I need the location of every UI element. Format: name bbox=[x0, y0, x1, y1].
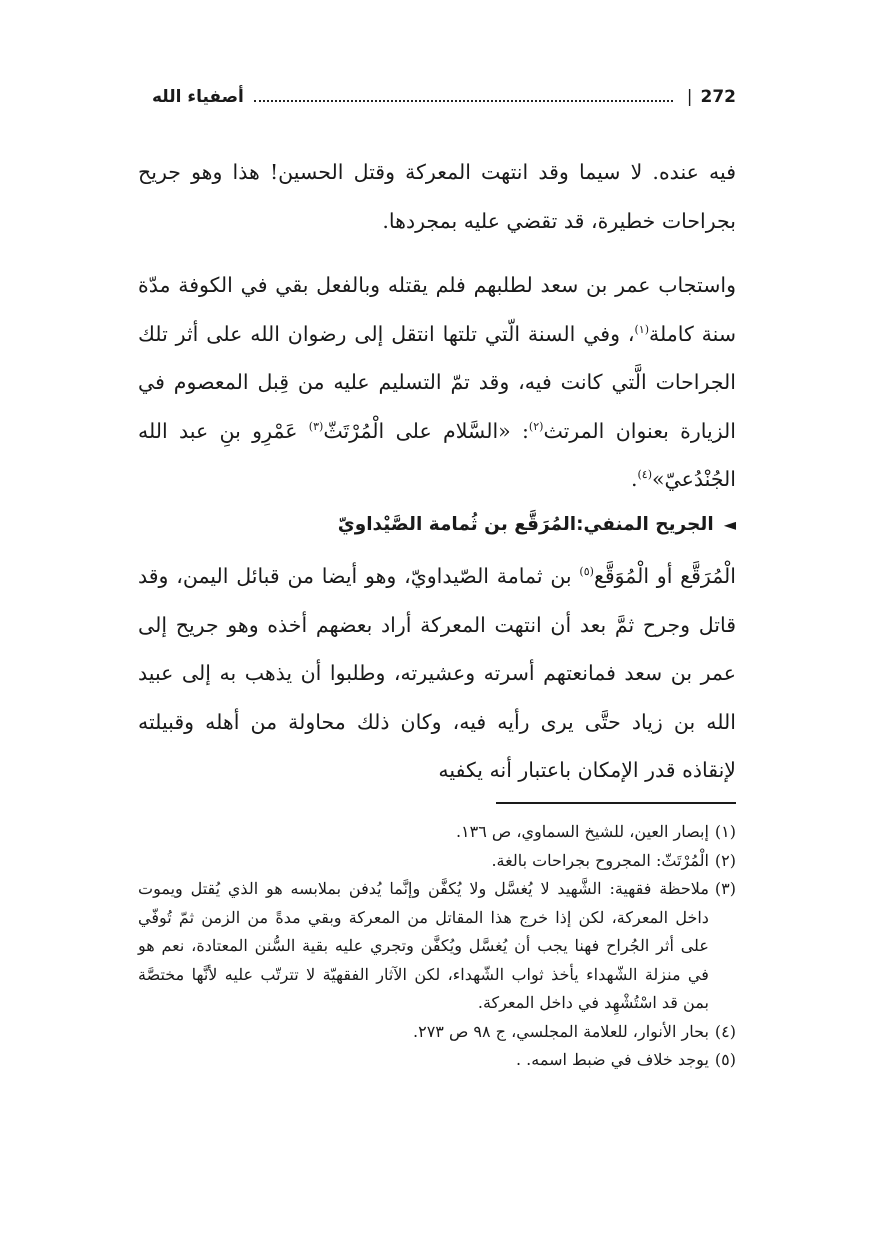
footnote-item bbox=[138, 847, 736, 876]
footnote-text: ملاحظة فقهية: الشَّهيد لا يُغسَّل ولا يُكفَّن وإنَّما يُدفن بملابسه هو الذي يُقتل ويموت داخل المعركة، لكن إذا خرج هذا المقاتل من المعركة وبقي مدةً من الزمن ثمّ تُوفّي على أثر الجُراح فهنا يجب أن يُغسَّل ويُكفَّن وتجري عليه بقية السُّنن المعتادة، نعم هو في منزلة الشّهداء يأخذ ثواب الشّهداء، لكن الآثار الفقهيّة لا تترتّب عليه لأنَّها مختصَّة بمن قد اسْتُشْهِد في داخل المعركة. bbox=[138, 879, 709, 1012]
paragraph-text: عَمْرِو بنِ عبد الله الجُنْدُعيّ» bbox=[138, 418, 736, 491]
paragraph-text: بن ثمامة الصّيداويّ، وهو أيضا من قبائل اليمن، وقد قاتل وجرح ثمَّ بعد أن انتهت المعركة أراد بعضهم أخذه وهو جريح إلى عمر بن سعد فمانعتهم أسرته وعشيرته، وطلبوا أن يذهب به إلى عبيد الله بن زياد حتَّى يرى رأيه فيه، وكان ذلك محاولة من أهله وقبيلته لإنقاذه قدر الإمكان باعتبار أنه يكفيه bbox=[138, 564, 736, 782]
section-heading-name: المُرَقَّع بن ثُمامة الصَّيْداويّ bbox=[337, 513, 577, 535]
footnote-number: (٣) bbox=[714, 879, 736, 898]
section-heading-label: الجريح المنفي: bbox=[576, 513, 714, 535]
footnote-number: (٤) bbox=[714, 1021, 736, 1041]
footnote-number: (٢) bbox=[714, 850, 736, 870]
footnote-number: (٥) bbox=[714, 1050, 736, 1069]
footnote-text: الْمُرْتَثّ: المجروح بجراحات بالغة. bbox=[491, 850, 709, 870]
footnote-item bbox=[138, 818, 736, 847]
triangle-marker-icon: ◄ bbox=[723, 514, 736, 534]
header-separator: | bbox=[686, 87, 693, 107]
page-number: 272 bbox=[700, 87, 736, 107]
footnote-text: إبصار العين، للشيخ السماوي، ص ١٣٦. bbox=[455, 822, 709, 841]
footnote-text: بحار الأنوار، للعلامة المجلسي، ج ٩٨ ص ٢٧٣. bbox=[413, 1021, 709, 1041]
footnote-ref-2: (٢) bbox=[528, 419, 544, 433]
paragraph-text: : «السَّلام على الْمُرْتَثّ bbox=[323, 418, 529, 443]
footnote-item bbox=[138, 1046, 736, 1075]
paragraph-continued: فيه عنده. لا سيما وقد انتهت المعركة وقتل الحسين! هذا وهو جريح بجراحات خطيرة، قد تقضي عليه بمجردها. bbox=[138, 160, 736, 233]
footnote-divider bbox=[496, 802, 736, 804]
footnote-text: يوجد خلاف في ضبط اسمه. . bbox=[516, 1050, 709, 1069]
footnote-ref-1: (١) bbox=[634, 322, 649, 336]
footnote-ref-3: (٣) bbox=[308, 419, 324, 433]
book-title: أصفياء الله bbox=[152, 87, 244, 107]
footnotes bbox=[138, 818, 736, 1075]
paragraph-text: . bbox=[630, 467, 638, 491]
footnote-ref-4: (٤) bbox=[637, 468, 653, 482]
paragraph-text: ، وفي السنة الّتي تلتها انتقل إلى رضوان الله على أثر تلك الجراحات الَّتي كانت فيه، وقد تمّ التسليم عليه من قِبل المعصوم في الزيارة بعنوان المرتث bbox=[138, 321, 736, 443]
footnote-item bbox=[138, 875, 736, 1018]
footnote-ref-5: (٥) bbox=[579, 565, 594, 579]
paragraph-muraqqa bbox=[138, 552, 736, 795]
section-heading bbox=[300, 504, 736, 544]
footnote-number: (١) bbox=[714, 822, 736, 841]
running-header bbox=[152, 84, 736, 110]
header-dotted-leader bbox=[254, 100, 673, 102]
paragraph-umar-ibn-saad bbox=[138, 261, 736, 504]
footnote-item bbox=[138, 1018, 736, 1047]
paragraph-text: واستجاب عمر بن سعد لطلبهم فلم يقتله وبالفعل بقي في الكوفة مدّة سنة كاملة bbox=[138, 273, 736, 346]
paragraph-text: الْمُرَقَّع أو الْمُوَقَّع bbox=[593, 564, 736, 588]
